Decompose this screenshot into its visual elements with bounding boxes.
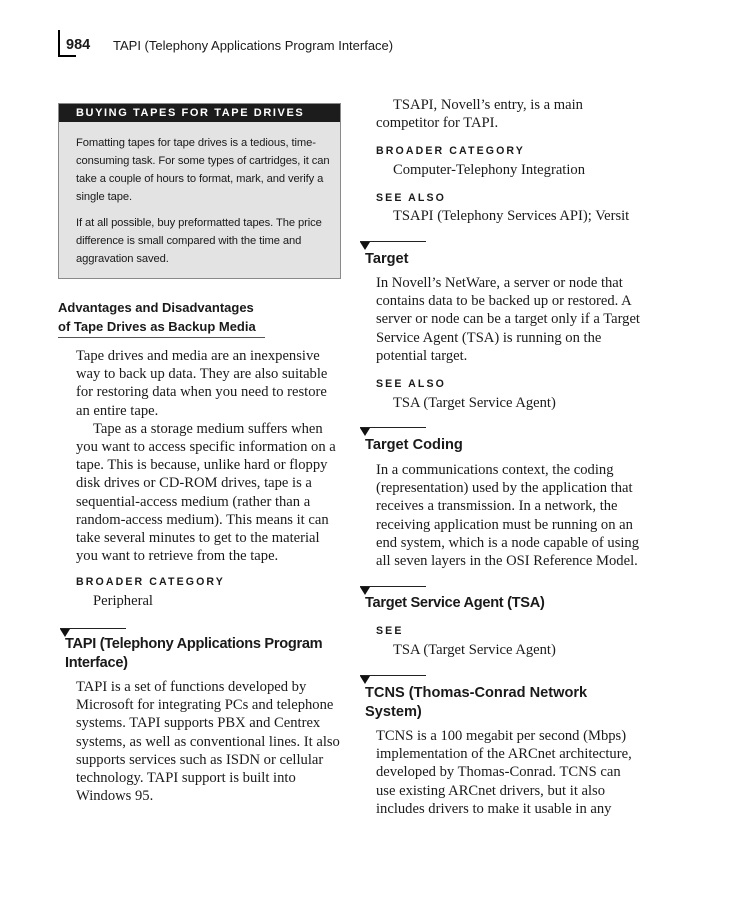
- sidebar-paragraph: Fomatting tapes for tape drives is a tedious, time-consuming task. For some types of cartridges, it can take a couple of hours to format, mark, and verify a single tape.: [76, 137, 330, 203]
- triangle-icon: [360, 676, 370, 684]
- entry-heading-target: Target: [365, 251, 409, 267]
- see-also-value: TSA (Target Service Agent): [393, 395, 556, 411]
- sidebar-box: [58, 103, 341, 279]
- body-paragraph: Tape drives and media are an inexpensive way to back up data. They are also suitable for restoring data when you need to restore an entire tape.: [76, 348, 328, 419]
- entry-heading-target-coding: Target Coding: [365, 437, 463, 453]
- advantages-body: [76, 347, 342, 565]
- header-rule-foot: [58, 55, 76, 57]
- see-also-label: SEE ALSO: [376, 378, 446, 390]
- page-number: 984: [66, 37, 91, 53]
- sidebar-paragraph: If at all possible, buy preformatted tapes. The price difference is small compared with the time and aggravation saved.: [76, 217, 322, 265]
- target-coding-body: In a communications context, the coding (representation) used by the application that receives a transmission. In a network, the receiving application must be running on an end system, which is a node capable of using all seven layers in the OSI Reference Model.: [376, 462, 640, 570]
- broader-category-value: Computer-Telephony Integration: [393, 162, 585, 178]
- heading-underline: [58, 337, 265, 338]
- entry-marker: [360, 421, 426, 435]
- tcns-body: TCNS is a 100 megabit per second (Mbps) implementation of the ARCnet architecture, developed by Thomas-Conrad. TCNS can use existing ARCnet drivers, but it also includes drivers to make it usable in any: [376, 728, 632, 817]
- running-title: TAPI (Telephony Applications Program Interface): [113, 38, 394, 53]
- entry-marker: [60, 622, 126, 636]
- see-label: SEE: [376, 625, 404, 637]
- sidebar-title: BUYING TAPES FOR TAPE DRIVES: [59, 104, 340, 122]
- section-heading-advantages: [58, 298, 278, 336]
- triangle-icon: [360, 428, 370, 436]
- triangle-icon: [360, 242, 370, 250]
- entry-marker: [360, 235, 426, 249]
- heading-line: of Tape Drives as Backup Media: [58, 319, 256, 334]
- target-body: In Novell’s NetWare, a server or node that contains data to be backed up or restored. A server or node can be a target only if a Target Service Agent (TSA) is running on the potential target.: [376, 275, 640, 364]
- entry-heading-tcns: TCNS (Thomas-Conrad Network System): [365, 685, 588, 720]
- tsapi-paragraph: TSAPI, Novell’s entry, is a main competitor for TAPI.: [376, 97, 583, 132]
- entry-heading-tsa: Target Service Agent (TSA): [365, 595, 545, 611]
- broader-category-label: BROADER CATEGORY: [376, 145, 525, 157]
- body-paragraph: Tape as a storage medium suffers when you want to access specific information on a tape. This is because, unlike hard or floppy disk drives or CD-ROM drives, tape is a sequential-access medium (rather than a random-access medium). This means it can take several minutes to get to the material you want to retrieve from the tape.: [76, 420, 336, 565]
- entry-heading-tapi: TAPI (Telephony Applications Program Interface): [65, 636, 323, 671]
- heading-line: Advantages and Disadvantages: [58, 300, 254, 315]
- entry-marker: [360, 669, 426, 683]
- see-also-label: SEE ALSO: [376, 192, 446, 204]
- see-value: TSA (Target Service Agent): [393, 642, 556, 658]
- tapi-body: TAPI is a set of functions developed by Microsoft for integrating PCs and telephone systems. TAPI supports PBX and Centrex systems, as well as conventional lines. It also supports services such as ISDN or cellular technology. TAPI support is built into Windows 95.: [76, 679, 340, 805]
- broader-category-label: BROADER CATEGORY: [76, 576, 225, 588]
- broader-category-value: Peripheral: [93, 593, 153, 609]
- entry-marker: [360, 580, 426, 594]
- see-also-value: TSAPI (Telephony Services API); Versit: [393, 208, 630, 224]
- header-rule: [58, 30, 60, 55]
